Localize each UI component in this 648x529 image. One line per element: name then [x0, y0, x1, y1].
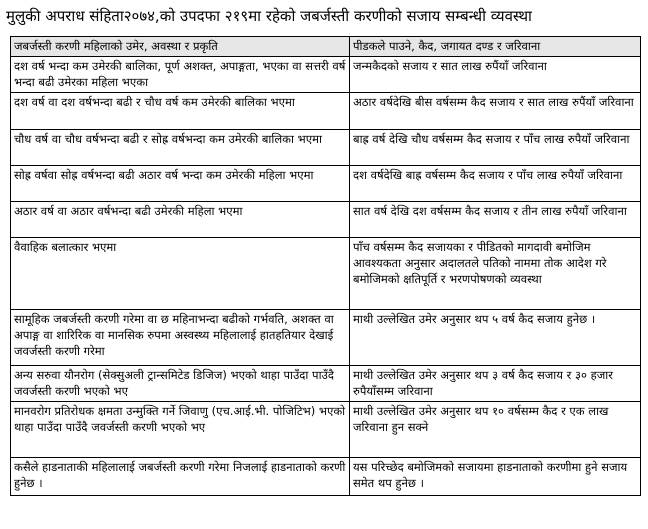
- penalty-cell: अठार वर्षदेखि बीस वर्षसम्म कैद सजाय र सात लाख रुपैंयाँ जरिवाना: [350, 93, 641, 130]
- page-title: मुलुकी अपराध संहिता२०७४,को उपदफा २१९मा रहेको जबर्जस्ती करणीको सजाय सम्बन्धी व्यवस्था: [6, 7, 532, 25]
- penalty-table: [10, 36, 641, 496]
- condition-cell: दश वर्ष वा दश वर्षभन्दा बढी र चौध वर्ष कम उमेरकी बालिका भएमा: [11, 93, 350, 130]
- condition-cell: अठार वर्ष वा अठार वर्षभन्दा बढी उमेरकी महिला भएमा: [11, 202, 350, 238]
- condition-cell: दश वर्ष भन्दा कम उमेरकी बालिका, पूर्ण अशक्त, अपाङ्गता, भएका वा सत्तरी वर्ष भन्दा बढी उमेरका महिला भएका: [11, 57, 350, 93]
- condition-cell: मानवरोग प्रतिरोधक क्षमता उन्मुक्ति गर्ने जिवाणु (एच.आई.भी. पोजिटिभ) भएको थाहा पाउँदा पाउँदै जवर्जस्ती करणी भएको भए: [11, 402, 350, 458]
- table-row: [11, 130, 641, 166]
- penalty-cell: सात वर्ष देखि दश वर्षसम्म कैद सजाय र तीन लाख रुपैयाँ जरिवाना: [350, 202, 641, 238]
- condition-cell: कसैले हाडनाताकी महिलालाई जबर्जस्ती करणी गरेमा निजलाई हाडनाताको करणी हुनेछ ।: [11, 458, 350, 496]
- condition-cell: सोह्र वर्षवा सोह्र वर्षभन्दा बढी अठार वर्ष भन्दा कम उमेरकी महिला भएमा: [11, 166, 350, 202]
- condition-cell: अन्य सरुवा यौनरोग (सेक्सुअली ट्रान्समिटेड डिजिज) भएको थाहा पाउँदा पाउँदै जवर्जस्ती करणी भएको भए: [11, 366, 350, 402]
- penalty-cell: दश वर्षदेखि बाह्र वर्षसम्म कैद सजाय र पाँच लाख रुपैयाँ जरिवाना: [350, 166, 641, 202]
- table-row: [11, 310, 641, 366]
- table-row: [11, 402, 641, 458]
- penalty-cell: जन्मकैदको सजाय र सात लाख रुपैंयाँ जरिवाना: [350, 57, 641, 93]
- penalty-cell: पाँच वर्षसम्म कैद सजायका र पीडितको मागदावी बमोजिम आवश्यकता अनुसार अदालतले पतिको नाममा तोक आदेश गरे बमोजिमको क्षतिपूर्ति र भरणपोषणको व्यवस्था: [350, 238, 641, 310]
- table-row: [11, 57, 641, 93]
- condition-cell: वैवाहिक बलात्कार भएमा: [11, 238, 350, 310]
- condition-cell: सामूहिक जबर्जस्ती करणी गरेमा वा छ महिनाभन्दा बढीको गर्भवति, अशक्त वा अपाङ्ग वा शारिरिक वा मानसिक रुपमा अस्वस्थ्य महिलालाई हातहतियार देखाई जवर्जस्ती करणी गरेमा: [11, 310, 350, 366]
- table-row: [11, 366, 641, 402]
- header-condition: जबर्जस्ती करणी महिलाको उमेर, अवस्था र प्रकृति: [11, 37, 350, 57]
- table-row: [11, 458, 641, 496]
- table-row: [11, 238, 641, 310]
- penalty-cell: माथी उल्लेखित उमेर अनुसार थप १० वर्षसम्म कैद र एक लाख जरिवाना हुन सक्ने: [350, 402, 641, 458]
- penalty-cell: माथी उल्लेखित उमेर अनुसार थप ५ वर्ष कैद सजाय हुनेछ ।: [350, 310, 641, 366]
- table-header-row: [11, 37, 641, 57]
- condition-cell: चौध वर्ष वा चौध वर्षभन्दा बढी र सोह्र वर्षभन्दा कम उमेरकी बालिका भएमा: [11, 130, 350, 166]
- table-row: [11, 202, 641, 238]
- penalty-cell: बाह्र वर्ष देखि चौध वर्षसम्म कैद सजाय र पाँच लाख रुपैयाँ जरिवाना: [350, 130, 641, 166]
- penalty-cell: माथी उल्लेखित उमेर अनुसार थप ३ वर्ष कैद सजाय र ३० हजार रुपैयाँसम्म जरिवाना: [350, 366, 641, 402]
- table-row: [11, 166, 641, 202]
- penalty-cell: यस परिच्छेद बमोजिमको सजायमा हाडनाताको करणीमा हुने सजाय समेत थप हुनेछ ।: [350, 458, 641, 496]
- table-row: [11, 93, 641, 130]
- header-penalty: पीडकले पाउने, कैद, जगायत दण्ड र जरिवाना: [350, 37, 641, 57]
